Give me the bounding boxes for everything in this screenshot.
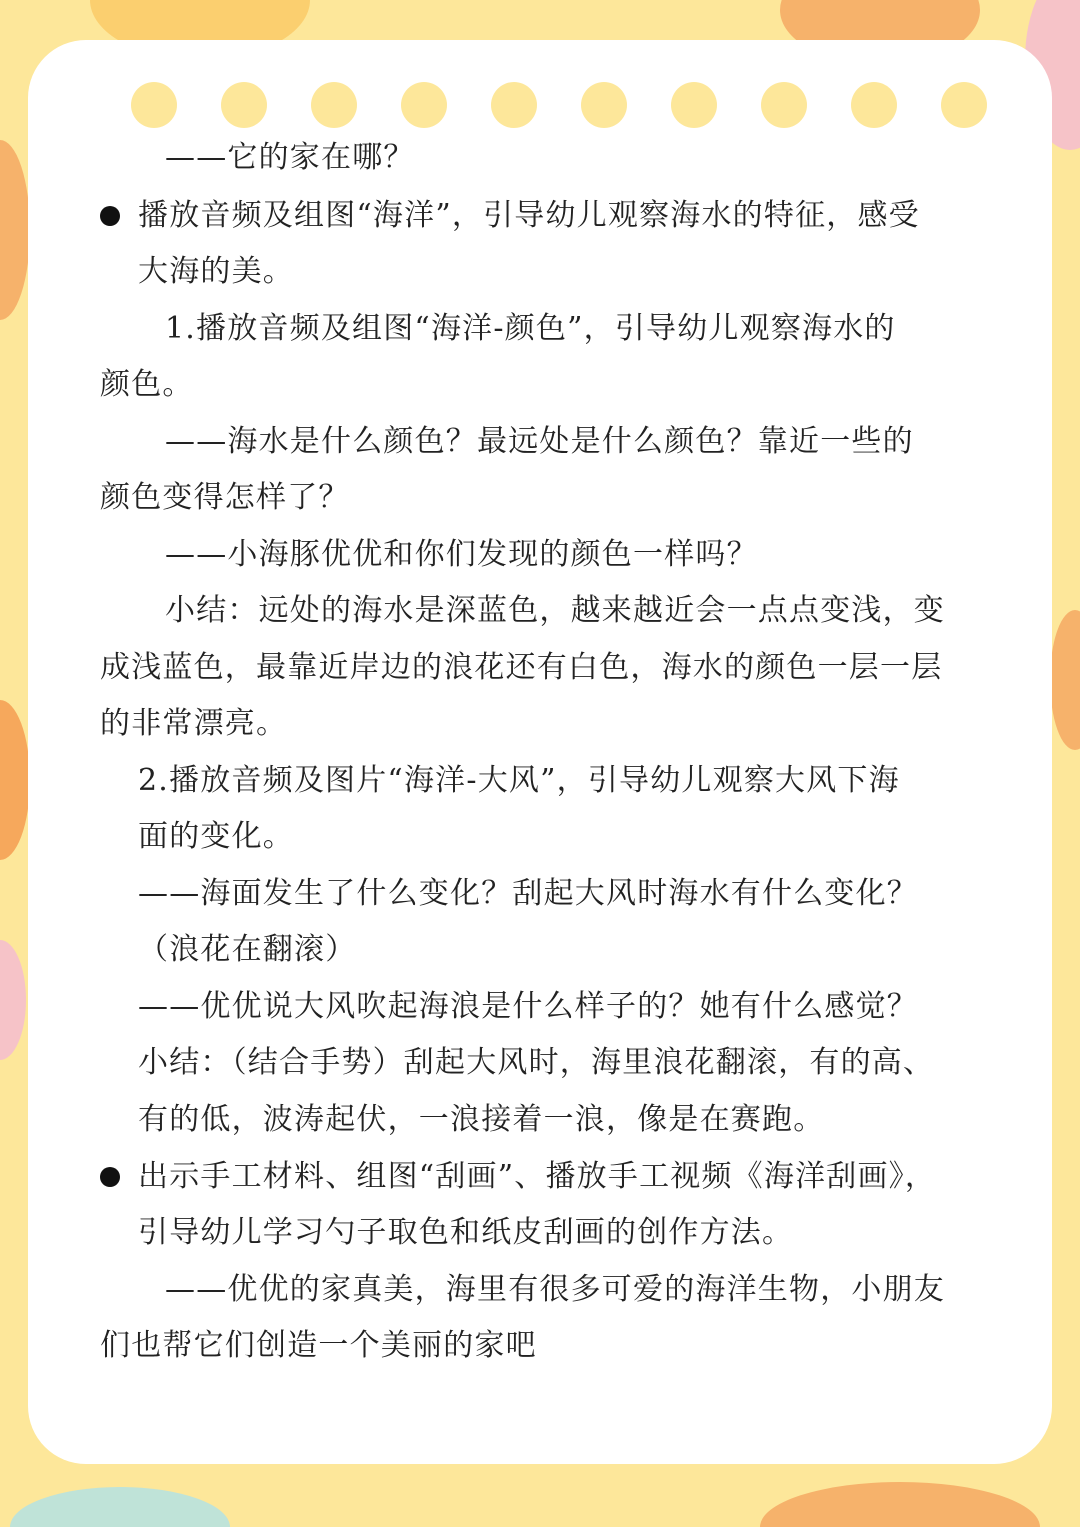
dot-decoration	[671, 82, 717, 128]
text-line: 2.播放音频及图片“海洋-大风”，引导幼儿观察大风下海	[138, 763, 900, 798]
text-line: 有的低，波涛起伏，一浪接着一浪，像是在赛跑。	[138, 1102, 825, 1137]
text-line: 颜色变得怎样了？	[100, 480, 350, 515]
binder-dots	[0, 82, 1080, 130]
bullet-point	[100, 1167, 120, 1187]
dot-decoration	[851, 82, 897, 128]
text-line: ——优优的家真美，海里有很多可爱的海洋生物，小朋友	[165, 1272, 945, 1307]
dot-decoration	[941, 82, 987, 128]
text-line: ——它的家在哪？	[165, 140, 415, 175]
text-line: 颜色。	[100, 367, 194, 402]
text-line: ——小海豚优优和你们发现的颜色一样吗？	[165, 537, 758, 572]
dot-decoration	[221, 82, 267, 128]
dot-decoration	[491, 82, 537, 128]
text-line: 出示手工材料、组图“刮画”、播放手工视频《海洋刮画》，	[138, 1159, 937, 1194]
dot-decoration	[761, 82, 807, 128]
text-line: 的非常漂亮。	[100, 706, 288, 741]
text-line: 小结：远处的海水是深蓝色，越来越近会一点点变浅，变	[165, 593, 945, 628]
text-line: 小结：（结合手势）刮起大风时，海里浪花翻滚，有的高、	[138, 1045, 935, 1080]
bullet-point	[100, 206, 120, 226]
dot-decoration	[131, 82, 177, 128]
text-line: 成浅蓝色，最靠近岸边的浪花还有白色，海水的颜色一层一层	[100, 650, 943, 685]
text-line: 们也帮它们创造一个美丽的家吧	[100, 1328, 537, 1363]
text-line: 大海的美。	[138, 254, 294, 289]
text-line: 面的变化。	[138, 819, 294, 854]
text-line: ——优优说大风吹起海浪是什么样子的？她有什么感觉？	[138, 989, 918, 1024]
text-line: 1.播放音频及组图“海洋-颜色”，引导幼儿观察海水的	[165, 311, 896, 346]
dot-decoration	[311, 82, 357, 128]
text-line: 播放音频及组图“海洋”，引导幼儿观察海水的特征，感受	[138, 198, 920, 233]
text-line: 引导幼儿学习勺子取色和纸皮刮画的创作方法。	[138, 1215, 794, 1250]
text-line: ——海水是什么颜色？最远处是什么颜色？靠近一些的	[165, 424, 914, 459]
dot-decoration	[401, 82, 447, 128]
text-line: （浪花在翻滚）	[138, 932, 357, 967]
text-line: ——海面发生了什么变化？刮起大风时海水有什么变化？	[138, 876, 918, 911]
dot-decoration	[581, 82, 627, 128]
